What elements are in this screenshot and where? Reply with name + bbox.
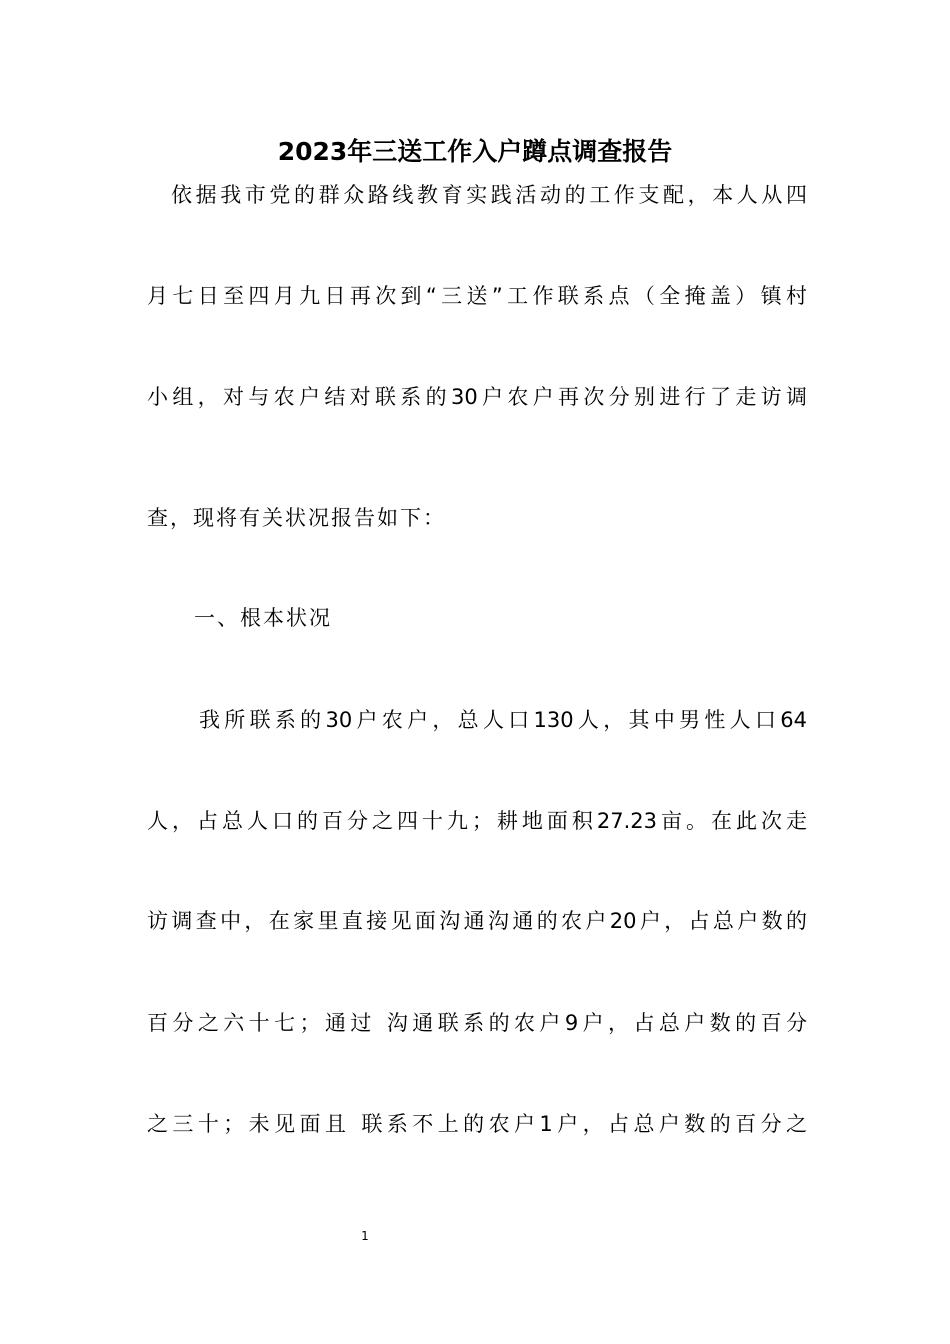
paragraph-line: 访调查中，在家里直接见面沟通沟通的农户20户，占总户数的 bbox=[147, 909, 807, 933]
paragraph-line: 百分之六十七；通过 沟通联系的农户9户，占总户数的百分 bbox=[147, 1011, 807, 1035]
page-number: 1 bbox=[361, 1229, 369, 1243]
paragraph-line: 我所联系的30户农户，总人口130人，其中男性人口64 bbox=[199, 708, 807, 732]
paragraph-line: 查，现将有关状况报告如下： bbox=[147, 506, 446, 530]
paragraph-line: 依据我市党的群众路线教育实践活动的工作支配，本人从四 bbox=[171, 183, 807, 207]
paragraph-line: 人，占总人口的百分之四十九；耕地面积27.23亩。在此次走 bbox=[147, 809, 807, 833]
section-heading: 一、根本状况 bbox=[194, 606, 332, 630]
paragraph-line: 小组，对与农户结对联系的30户农户再次分别进行了走访调 bbox=[147, 385, 807, 409]
document-title: 2023年三送工作入户蹲点调查报告 bbox=[277, 137, 673, 166]
paragraph-line: 月七日至四月九日再次到“三送”工作联系点（全掩盖）镇村 bbox=[147, 284, 807, 308]
paragraph-line: 之三十；未见面且 联系不上的农户1户，占总户数的百分之 bbox=[147, 1112, 807, 1136]
